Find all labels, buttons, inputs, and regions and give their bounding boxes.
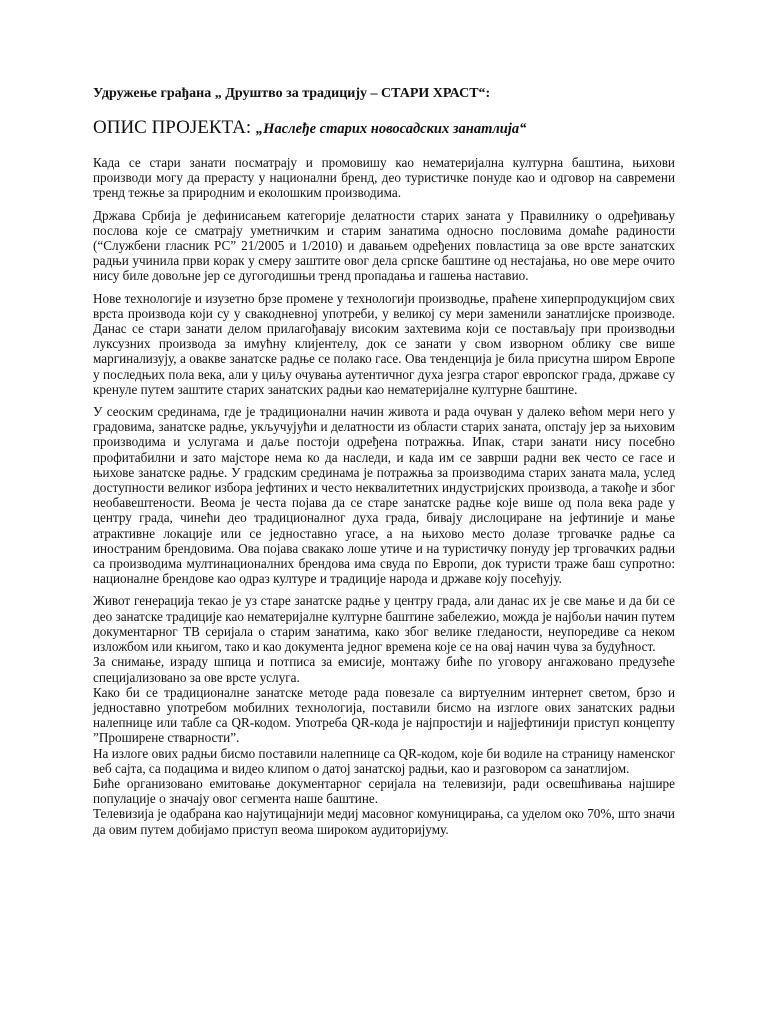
paragraph-broadcast: Биће организовано емитовање документарног серијала на телевизији, ради освешћивања најшире популације о значају овог сегмента наше баштине. — [93, 775, 675, 807]
project-title — [93, 116, 675, 141]
paragraph-new-technologies: Нове технологије и изузетно брзе промене у технологији производње, праћене хиперпродукцијом свих врста производа који су у свакодневној употреби, у великој су мери заменили занатлијске производе. Данас се стари занати делом прилагођавају високим захтевима који се постављају при производњи луксузних производа за имућну клијентелу, док се занати у свом изворном облику све више маргинализују, а овакве занатске радње се полако гасе. Ова тенденција је била присутна широм Европе у последњих пола века, али у циљу очувања аутентичног духа језгра старог европског града, државе су кренуле путем заштите старих занатских радњи као нематеријалне културне баштине. — [93, 290, 675, 397]
document-page — [93, 86, 675, 837]
paragraph-qr-code: Како би се традиционалне занатске методе рада повезале са виртуелним интернет светом, брзо и једноставно употребом мобилних технологија, поставили бисмо на изглоге ових занатских радњи налепнице или табле са QR-кодом. Употреба QR-кода је најпростији и најјефтинији приступ концепту ”Проширене стварности”. — [93, 684, 675, 746]
paragraph-rural-areas: У сеоским срединама, где је традиционални начин живота и рада очуван у далеко већом мери него у градовима, занатске радње, укључујући и делатности из области старих заната, опстају јер за њиховим производима и услугама и даље постоји одређена потражња. Ипак, стари занати нису посебно профитабилни и зато мајсторе нема ко да наследи, и када им се заврши радни век често се гасе и њихове занатске радње. У градским срединама је потражња за производима старих заната мала, услед доступности великог избора јефтиних и често неквалитетних индустријских производа, а такође и због необавештености. Веома је честа појава да се старе занатске радње које више од пола века раде у центру града, чинећи део традиционалног духа града, бивају дислоциране на јефтиније и мање атрактивне локације или се једноставно угасе, а на њихово место долазе трговачке радње са иностраним брендовима. Ова појава свакако лоше утиче и на туристичку понуду јер трговачких радњи са производима мултинационалних брендова има свуда по Европи, док туристи траже баш супротно: националне брендове као одраз културе и традиције народа и државе коју посећују. — [93, 404, 675, 587]
organization-heading: Удружење грађана „ Друштво за традицију – СТАРИ ХРАСТ“: — [93, 86, 491, 101]
paragraph-state-regulation: Држава Србија је дефинисањем категорије делатности старих заната у Правилнику о одређивању послова које се сматрају уметничким и старим занатима односно пословима домаће радиности (“Службени гласник РС” 21/2005 и 1/2010) и давањем одређених повластица за ове врсте занатских радњи учинила први корак у смеру заштите овог дела српске баштине од нестајања, но ове мере очито нису биле довољне јер се дугогодишњи тренд пропадања и гашења наставио. — [93, 207, 675, 284]
paragraph-stickers: На излоге ових радњи бисмо поставили налепнице са QR-кодом, које би водиле на страницу наменског веб сајта, са подацима и видео клипом о датој занатској радњи, као и разговором са занатлијом. — [93, 745, 675, 776]
paragraph-television: Телевизија је одабрана као најутицајнији медиј масовног комуницирања, са уделом око 70%, што значи да овим путем добијамо приступ веома широком аудиторијуму. — [93, 806, 675, 837]
paragraph-tv-series: Живот генерација текао је уз старе занатске радње у центру града, али данас их је све мање и да би се део занатске традиције као нематеријалне културне баштине забележио, можда је најбољи начин путем документарног ТВ серијала о старим занатима, како због велике гледаности, неупоредиве са неком изложбом или књигом, тако и као документа једног времена које се на овај начин чува за будућност. — [93, 593, 675, 655]
project-title-subtitle: „Наслеђе старих новосадских занатлија“ — [255, 121, 527, 137]
paragraph-production: За снимање, израду шпица и потписа за емисије, монтажу биће по уговору ангажовано предузеће специјализовано за ове врсте услуга. — [93, 654, 675, 685]
project-title-main: ОПИС ПРОЈЕКТА: — [93, 117, 256, 138]
paragraph-intro: Када се стари занати посматрају и промовишу као нематеријална културна баштина, њихови производи могу да прерасту у национални бренд, део туристичке понуде као и одговор на савремени тренд тежње за природним и еколошким производима. — [93, 155, 675, 201]
